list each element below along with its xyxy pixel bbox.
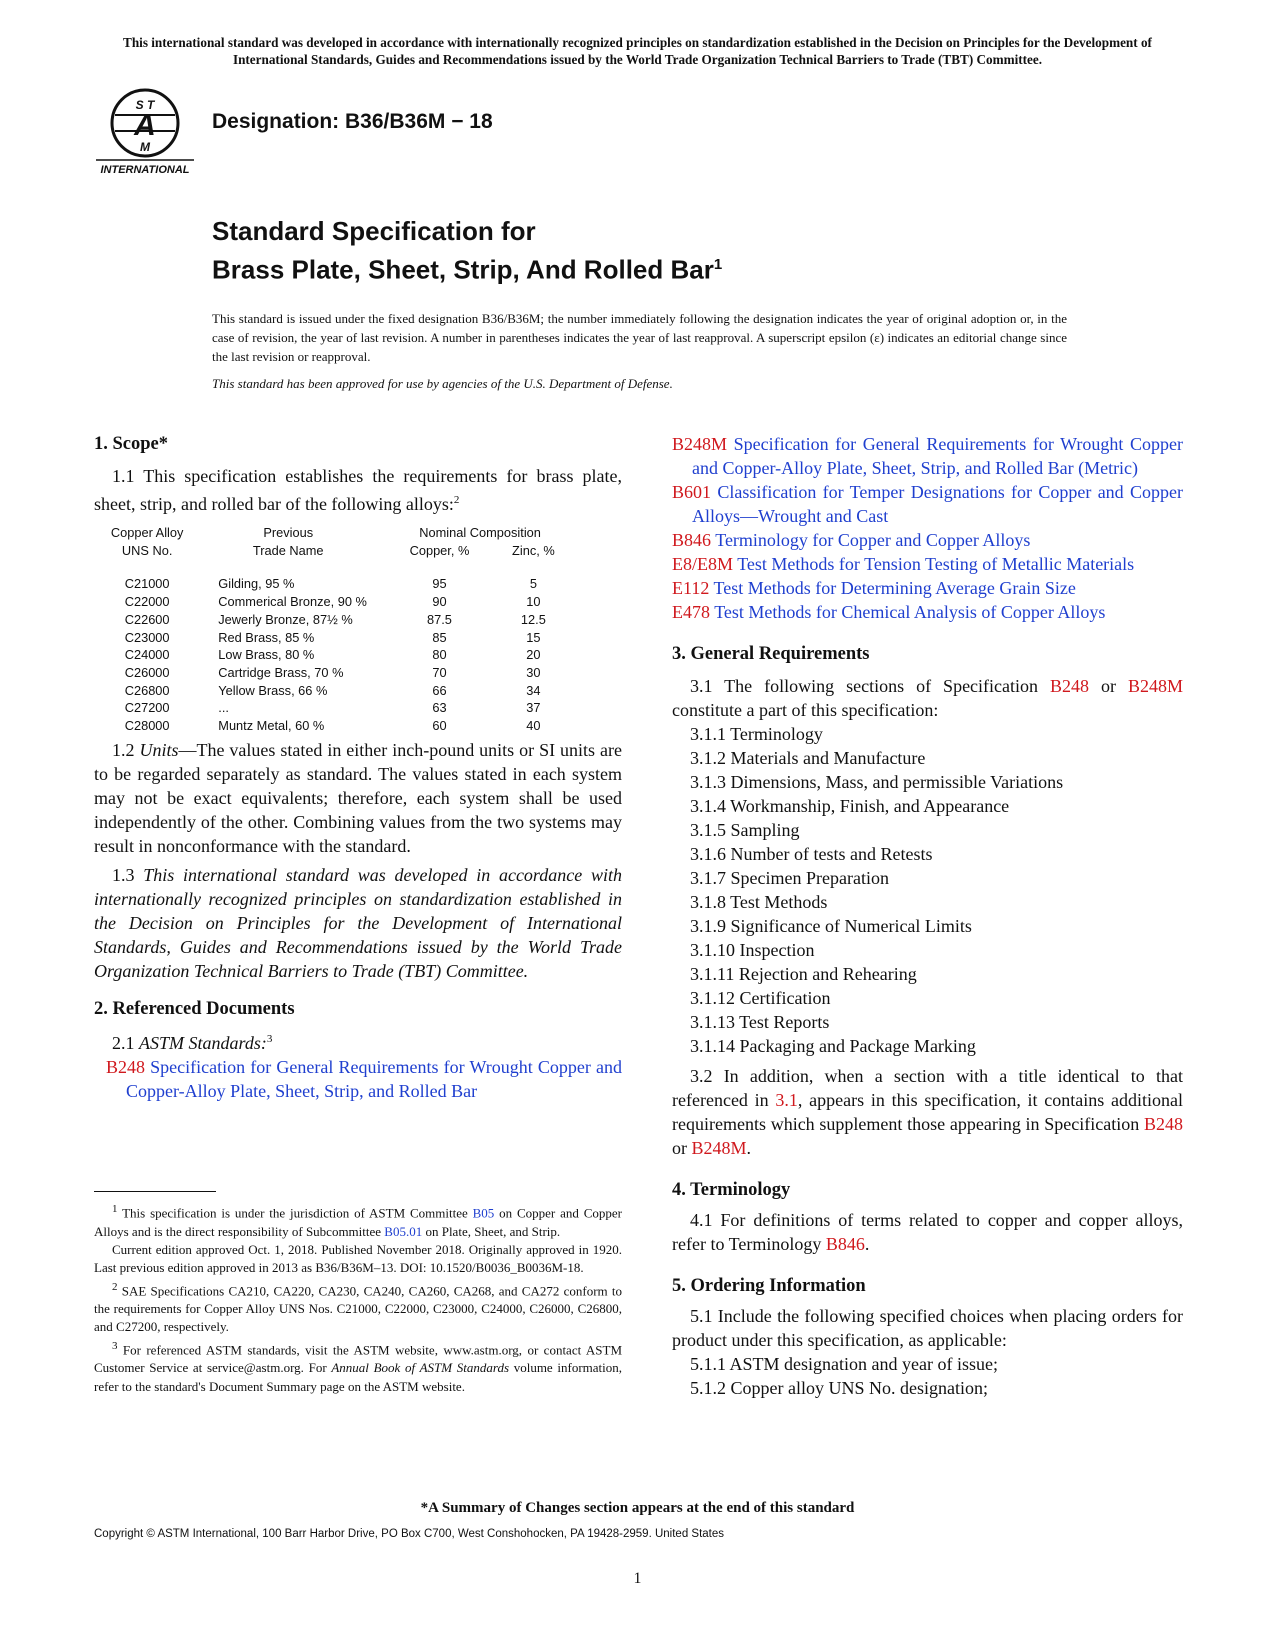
- link-b248m[interactable]: B248M: [1127, 676, 1183, 696]
- svg-text:A: A: [134, 109, 156, 142]
- list-item: 3.1.5 Sampling: [690, 820, 800, 840]
- svg-text:M: M: [140, 140, 150, 154]
- header-notice: This international standard was developed in accordance with internationally recognized principles on standardization established in the Decision on Principles for the Development of International Standards, Guides and Recommendations issued by the World Trade Organization Technical Barriers to Trade (TBT) Committee.: [123, 35, 1152, 67]
- svg-text:INTERNATIONAL: INTERNATIONAL: [100, 164, 190, 176]
- table-header-row: Copper Alloy Previous Nominal Composition: [110, 525, 541, 540]
- para-4-1: 4.1 For definitions of terms related to copper and copper alloys, refer to Terminology B846.: [672, 1210, 1183, 1254]
- link-b248[interactable]: B248: [1050, 676, 1090, 696]
- link-b05[interactable]: B05: [472, 1205, 495, 1221]
- link-b846[interactable]: B846: [825, 1234, 865, 1254]
- footnote-3: $^3$ For referenced ASTM standards, visit the ASTM website, www.astm.org, or contact ASTM Customer Service at service@astm.org. For Annual Book of ASTM Standards volume information, refer to the standard's Document Summary page on the ASTM website.: [94, 1339, 623, 1394]
- ref-b248[interactable]: B248 Specification for General Requirements for Wrought Copper and Copper-Alloy Plate, Sheet, Strip, and Rolled Bar: [106, 1056, 623, 1101]
- section-3-heading: 3. General Requirements: [672, 644, 870, 664]
- list-item: 3.1.4 Workmanship, Finish, and Appearance: [690, 796, 1010, 816]
- para-2-1: 2.1 ASTM Standards:$^3$: [112, 1032, 273, 1053]
- link-b248m[interactable]: B248M: [691, 1138, 747, 1158]
- list-item: 3.1.1 Terminology: [690, 724, 823, 744]
- item-5-1-2: 5.1.2 Copper alloy UNS No. designation;: [690, 1378, 988, 1398]
- table-row: C27200 ... 63 37: [124, 700, 541, 716]
- list-item: 3.1.14 Packaging and Package Marking: [690, 1036, 976, 1056]
- summary-of-changes-note: *A Summary of Changes section appears at the end of this standard: [420, 1500, 855, 1516]
- list-item: 3.1.2 Materials and Manufacture: [690, 748, 926, 768]
- para-3-2: 3.2 In addition, when a section with a title identical to that referenced in 3.1, appears in this specification, it contains additional requirements which supplement those appearing in Specification B248 or B248M.: [672, 1066, 1184, 1158]
- footnote-2: $^2$ SAE Specifications CA210, CA220, CA230, CA240, CA260, CA268, and CA272 conform to the requirements for Copper Alloy UNS Nos. C21000, C22000, C23000, C24000, C26000, C26800, and C27200, respectively.: [94, 1280, 622, 1335]
- astm-logo-icon: [92, 85, 198, 177]
- alloy-rows: [104, 575, 574, 734]
- right-column: [672, 432, 1183, 1400]
- footnotes: [94, 1200, 622, 1396]
- left-column: [94, 432, 622, 1103]
- title-footnote-mark: 1: [713, 256, 723, 273]
- list-item: 3.1.9 Significance of Numerical Limits: [690, 916, 972, 936]
- svg-text:S T: S T: [135, 98, 155, 112]
- title-line-2: Brass Plate, Sheet, Strip, And Rolled Bar: [212, 254, 714, 285]
- alloy-table: [104, 524, 574, 735]
- astm-logo: [92, 85, 198, 177]
- list-item: 3.1.11 Rejection and Rehearing: [690, 964, 917, 984]
- ref-b846[interactable]: B846 Terminology for Copper and Copper Alloys: [672, 530, 1031, 550]
- list-item: 3.1.12 Certification: [690, 988, 831, 1008]
- link-b248[interactable]: B248: [1143, 1114, 1183, 1134]
- list-item: 3.1.6 Number of tests and Retests: [690, 844, 933, 864]
- list-item: 3.1.7 Specimen Preparation: [690, 868, 889, 888]
- footnote-divider: [94, 1191, 216, 1192]
- para-1-1: 1.1 This specification establishes the requirements for brass plate, sheet, strip, and rolled bar of the following alloys:$^2$: [94, 466, 622, 514]
- ref-e478[interactable]: E478 Test Methods for Chemical Analysis of Copper Alloys: [672, 602, 1106, 622]
- ref-b248m[interactable]: B248M Specification for General Requirements for Wrought Copper and Copper-Alloy Plate, Sheet, Strip, and Rolled Bar (Metric): [672, 434, 1184, 478]
- title-line-1: Standard Specification for: [212, 216, 536, 246]
- list-item: 3.1.3 Dimensions, Mass, and permissible Variations: [690, 772, 1064, 792]
- copyright: Copyright © ASTM International, 100 Barr Harbor Drive, PO Box C700, West Conshohocken, PA 19428-2959. United States: [94, 1528, 725, 1540]
- table-row: C22000 Commerical Bronze, 90 % 90 10: [124, 594, 541, 610]
- ref-e8-e8m[interactable]: E8/E8M Test Methods for Tension Testing of Metallic Materials: [672, 554, 1135, 574]
- reference-list: [672, 432, 1183, 624]
- table-row: C24000 Low Brass, 80 % 80 20: [124, 647, 541, 663]
- ref-b601[interactable]: B601 Classification for Temper Designations for Copper and Copper Alloys—Wrought and Cast: [672, 482, 1184, 526]
- designation: Designation: B36/B36M − 18: [212, 110, 493, 133]
- section-5-heading: 5. Ordering Information: [672, 1276, 866, 1296]
- footnote-1: $^1$ This specification is under the jurisdiction of ASTM Committee B05 on Copper and Copper Alloys and is the direct responsibility of Subcommittee B05.01 on Plate, Sheet, and Strip.: [94, 1203, 622, 1239]
- link-3-1[interactable]: 3.1: [775, 1090, 798, 1110]
- table-row: C21000 Gilding, 95 % 95 5: [124, 576, 537, 592]
- list-item: 3.1.13 Test Reports: [690, 1012, 830, 1032]
- issue-note: This standard is issued under the fixed designation B36/B36M; the number immediately following the designation indicates the year of original adoption or, in the case of revision, the year of last revision. A number in parentheses indicates the year of last reapproval. A superscript epsilon (ε) indicates an editorial change since the last revision or reapproval.: [212, 311, 1067, 364]
- table-row: C22600 Jewerly Bronze, 87½ % 87.5 12.5: [124, 611, 546, 627]
- table-row: C26000 Cartridge Brass, 70 % 70 30: [124, 664, 541, 680]
- list-item: 3.1.10 Inspection: [690, 940, 815, 960]
- table-row: C28000 Muntz Metal, 60 % 60 40: [124, 718, 541, 734]
- table-header-row: UNS No. Trade Name Copper, % Zinc, %: [121, 542, 555, 558]
- section-2-heading: 2. Referenced Documents: [94, 998, 295, 1019]
- para-3-1: 3.1 The following sections of Specification B248 or B248M constitute a part of this specification:: [672, 676, 1183, 720]
- dod-note: This standard has been approved for use by agencies of the U.S. Department of Defense.: [212, 376, 673, 391]
- list-item: 3.1.8 Test Methods: [690, 892, 828, 912]
- item-5-1-1: 5.1.1 ASTM designation and year of issue;: [690, 1354, 998, 1374]
- para-1-3: 1.3 This international standard was developed in accordance with internationally recognized principles on standardization established in the Decision on Principles for the Development of International Standards, Guides and Recommendations issued by the World Trade Organization Technical Barriers to Trade (TBT) Committee.: [94, 864, 622, 981]
- ref-e112[interactable]: E112 Test Methods for Determining Average Grain Size: [672, 578, 1076, 598]
- table-row: C23000 Red Brass, 85 % 85 15: [124, 629, 541, 645]
- table-row: C26800 Yellow Brass, 66 % 66 34: [124, 682, 541, 698]
- para-1-2: 1.2 Units—The values stated in either inch-pound units or SI units are to be regarded separately as standard. The values stated in each system may not be exact equivalents; therefore, each system shall be used independently of the other. Combining values from the two systems may result in nonconformance with the standard.: [94, 739, 623, 856]
- footnote-1-edition: Current edition approved Oct. 1, 2018. Published November 2018. Originally approved in 1920. Last previous edition approved in 2013 as B36/B36M–13. DOI: 10.1520/B0036_B0036M-18.: [94, 1241, 622, 1276]
- link-b0501[interactable]: B05.01: [384, 1223, 423, 1239]
- page-number: 1: [633, 1570, 642, 1587]
- section-1-heading: 1. Scope*: [94, 434, 168, 454]
- general-items: [672, 722, 1183, 1058]
- para-5-1: 5.1 Include the following specified choices when placing orders for product under this specification, as applicable:: [672, 1306, 1183, 1350]
- document-title: [212, 214, 722, 287]
- section-4-heading: 4. Terminology: [672, 1180, 791, 1200]
